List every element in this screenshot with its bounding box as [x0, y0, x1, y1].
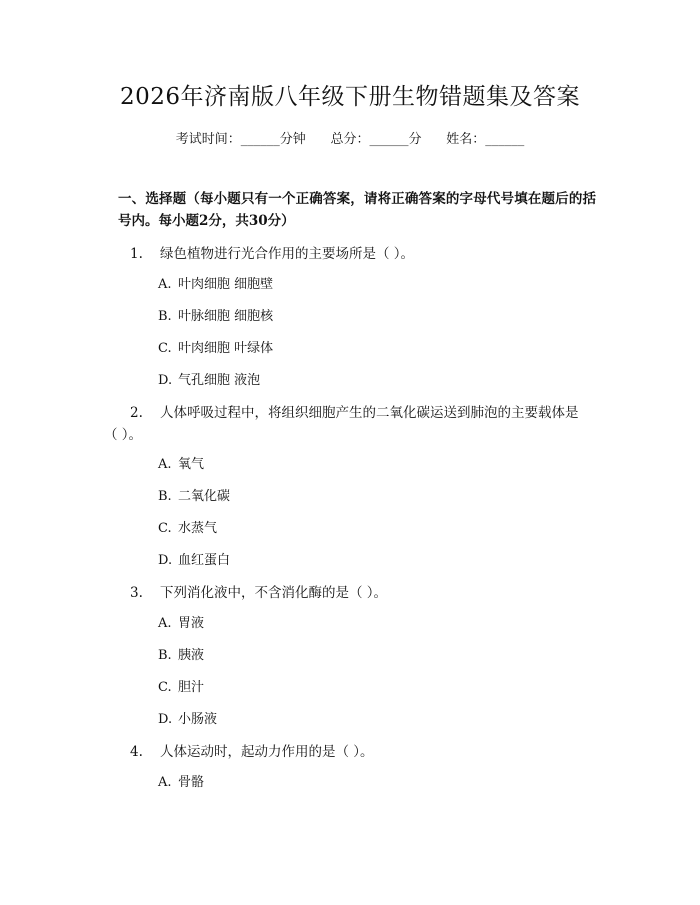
option-3a — [158, 614, 204, 634]
question-4 — [130, 741, 374, 763]
option-text: 胃液 — [178, 616, 205, 631]
option-text: 血红蛋白 — [178, 553, 231, 568]
option-4a — [158, 773, 204, 793]
question-text: 人体运动时，起动力作用的是（ ）。 — [160, 744, 374, 760]
question-text: 绿色植物进行光合作用的主要场所是（ ）。 — [160, 246, 415, 262]
question-3 — [130, 582, 387, 604]
option-letter: B. — [158, 309, 172, 324]
option-text: 叶脉细胞 细胞核 — [178, 309, 274, 324]
option-2d — [158, 551, 230, 571]
option-text: 小肠液 — [178, 712, 218, 727]
option-text: 水蒸气 — [178, 521, 218, 536]
question-text: 下列消化液中，不含消化酶的是（ ）。 — [160, 585, 388, 601]
option-letter: C. — [158, 521, 172, 536]
question-number: 1. — [130, 246, 143, 262]
option-text: 胆汁 — [178, 680, 205, 695]
section-heading: 一、选择题（每小题只有一个正确答案，请将正确答案的字母代号填在题后的括号内。每小题2分，共30分） — [118, 191, 596, 229]
option-text: 氧气 — [178, 457, 205, 472]
option-text: 叶肉细胞 叶绿体 — [178, 341, 274, 356]
question-number: 4. — [130, 744, 143, 760]
option-2c — [158, 519, 217, 539]
option-letter: A. — [158, 616, 172, 631]
option-3c — [158, 678, 204, 698]
option-1d — [158, 371, 260, 391]
option-letter: C. — [158, 680, 172, 695]
option-letter: C. — [158, 341, 172, 356]
option-letter: D. — [158, 553, 173, 568]
option-text: 气孔细胞 液泡 — [178, 373, 261, 388]
option-letter: A. — [158, 457, 172, 472]
option-text: 胰液 — [178, 648, 205, 663]
question-number: 2. — [130, 405, 143, 421]
option-2a — [158, 455, 204, 475]
question-2 — [130, 402, 579, 424]
option-3b — [158, 646, 204, 666]
exam-info-line: 考试时间：______分钟 总分：______分 姓名：______ — [175, 132, 525, 147]
option-letter: D. — [158, 712, 173, 727]
option-2b — [158, 487, 230, 507]
option-1c — [158, 339, 273, 359]
option-text: 二氧化碳 — [178, 489, 231, 504]
option-letter: D. — [158, 373, 173, 388]
option-3d — [158, 710, 217, 730]
option-letter: B. — [158, 648, 172, 663]
option-1a — [158, 275, 273, 295]
option-text: 骨骼 — [178, 775, 205, 790]
question-number: 3. — [130, 585, 143, 601]
option-text: 叶肉细胞 细胞壁 — [178, 277, 274, 292]
question-text: 人体呼吸过程中，将组织细胞产生的二氧化碳运送到肺泡的主要载体是 — [160, 405, 579, 421]
question-2-continuation: （ ）。 — [104, 427, 143, 443]
question-1 — [130, 243, 414, 265]
option-letter: A. — [158, 277, 172, 292]
option-1b — [158, 307, 273, 327]
option-letter: A. — [158, 775, 172, 790]
document-title: 2026年济南版八年级下册生物错题集及答案 — [119, 84, 581, 110]
option-letter: B. — [158, 489, 172, 504]
